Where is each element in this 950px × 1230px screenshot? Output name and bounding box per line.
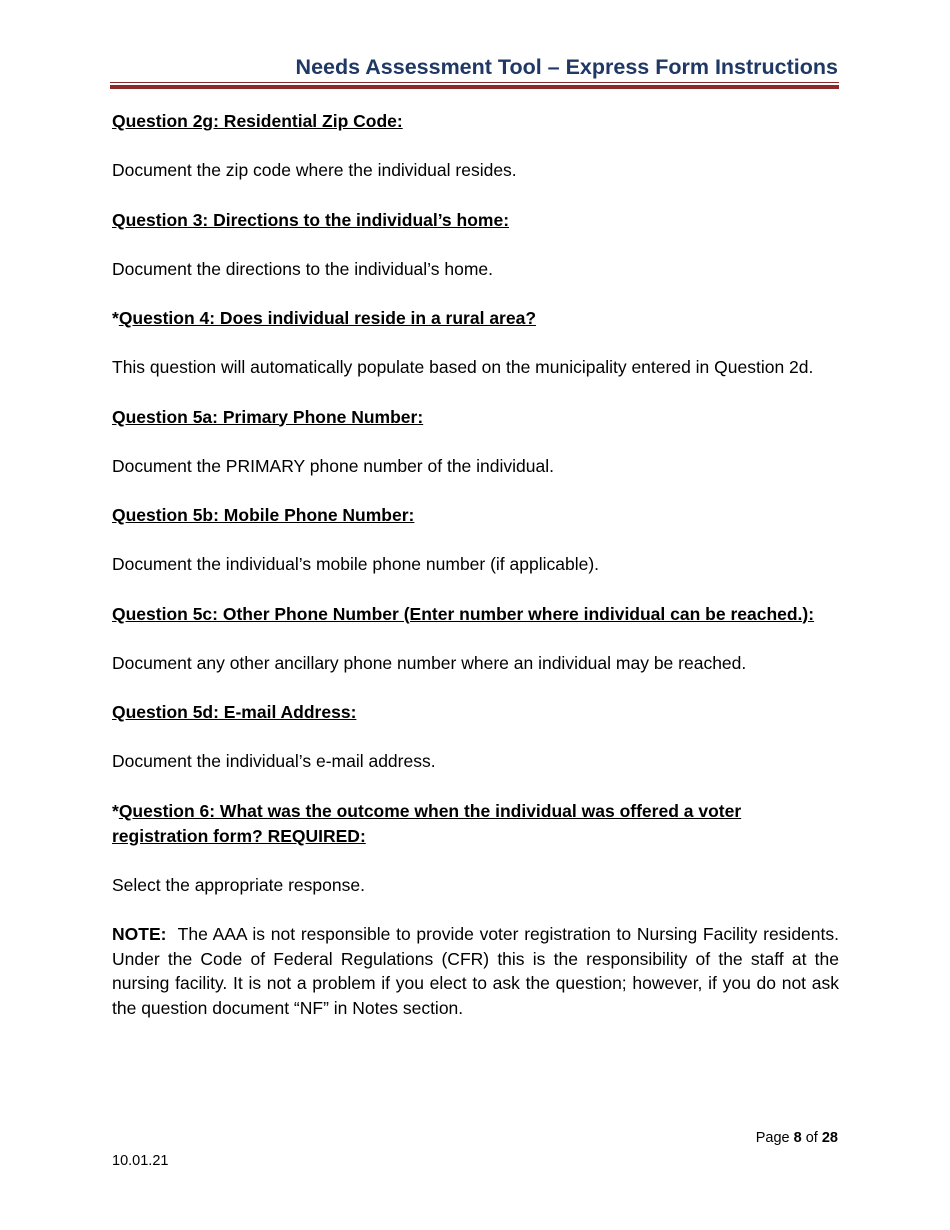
page-header-title: Needs Assessment Tool – Express Form Instructions — [295, 55, 838, 79]
header-rule-thin — [110, 82, 839, 83]
note-label: NOTE: — [112, 924, 167, 944]
question-6-instructions: Select the appropriate response. — [112, 874, 365, 895]
question-4-heading: *Question 4: Does individual reside in a rural area? — [112, 308, 537, 328]
question-3-instructions: Document the directions to the individual’s home. — [112, 258, 494, 279]
question-3-heading: Question 3: Directions to the individual’s home: — [112, 209, 510, 230]
header-rule-thick — [110, 85, 839, 89]
question-2g-instructions: Document the zip code where the individual resides. — [112, 160, 517, 180]
question-2g-heading: Question 2g: Residential Zip Code: — [112, 111, 403, 131]
question-5d-heading: Question 5d: E-mail Address: — [112, 702, 357, 722]
question-5a-instructions: Document the PRIMARY phone number of the individual. — [112, 455, 554, 476]
question-5b-instructions: Document the individual’s mobile phone number (if applicable). — [112, 554, 600, 574]
question-5c-heading: Question 5c: Other Phone Number (Enter number where individual can be reached.): — [112, 603, 815, 624]
question-5d-instructions: Document the individual’s e-mail address. — [112, 751, 436, 771]
note-text: The AAA is not responsible to provide voter registration to Nursing Facility residents. Under the Code of Federal Regulations (CFR) this is the responsibility of the staff at the nursing facility. It is not a problem if you elect to ask the question; however, if you do not ask the question document “NF” in Notes section. — [112, 924, 839, 1018]
question-6-heading: *Question 6: What was the outcome when the individual was offered a voter registration form? REQUIRED: — [112, 800, 742, 846]
question-5c-instructions: Document any other ancillary phone number where an individual may be reached. — [112, 652, 747, 673]
document-body — [112, 109, 839, 1020]
question-4-instructions: This question will automatically populate based on the municipality entered in Question 2d. — [112, 357, 814, 377]
question-5b-heading: Question 5b: Mobile Phone Number: — [112, 505, 415, 525]
page-number: Page 8 of 28 — [755, 1130, 838, 1146]
question-5a-heading: Question 5a: Primary Phone Number: — [112, 406, 424, 427]
footer-date: 10.01.21 — [112, 1153, 169, 1169]
note-paragraph — [112, 922, 839, 1020]
